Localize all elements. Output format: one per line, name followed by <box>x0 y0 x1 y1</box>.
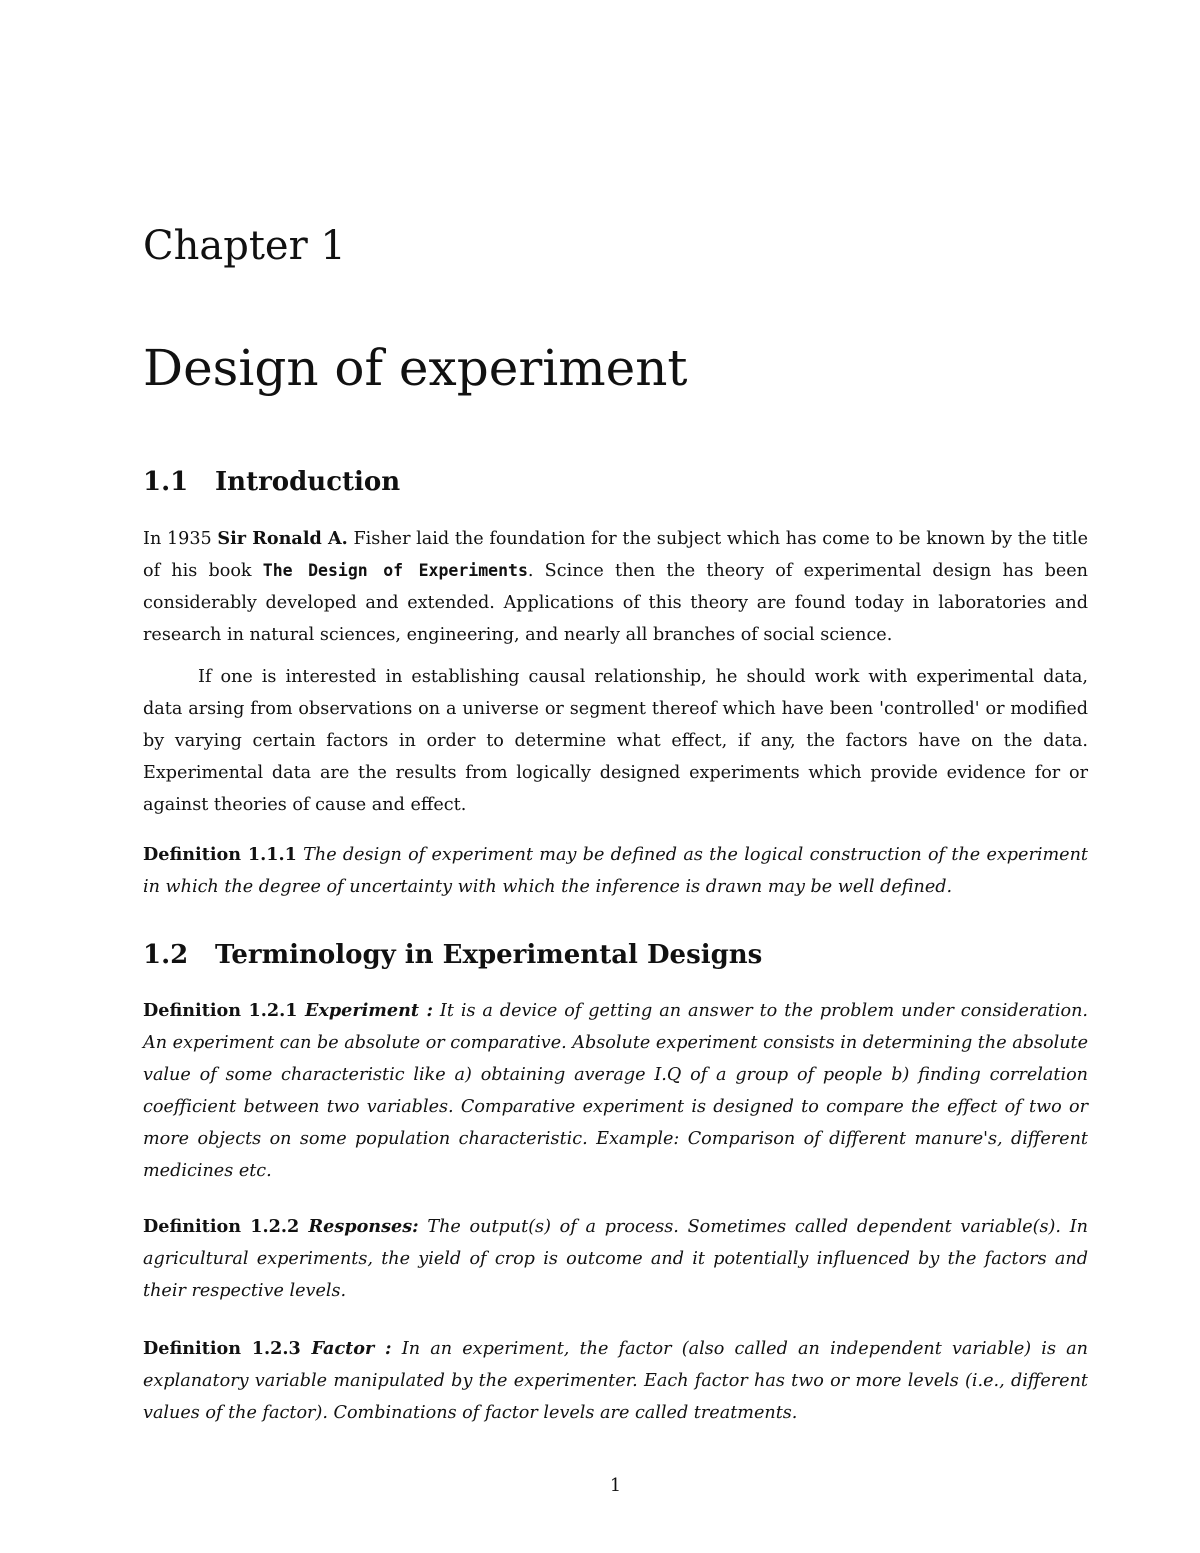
definition-text: The output(s) of a process. Sometimes called dependent variable(s). In agricultural experiments, the yield of crop is outcome and it potentially influenced by the factors and their respective levels. <box>143 1217 1088 1301</box>
definition-term: Responses: <box>299 1216 419 1237</box>
definition-text: The design of experiment may be defined as the logical construction of the experiment in which the degree of uncertainty with which the inference is drawn may be well defined. <box>143 845 1088 897</box>
section-title: Terminology in Experimental Designs <box>215 940 763 970</box>
definition-text: In an experiment, the factor (also called an independent variable) is an explanatory variable manipulated by the experimenter. Each factor has two or more levels (i.e., different values of the factor). Combinations of factor levels are called treatments. <box>143 1339 1088 1423</box>
definition-term: Experiment : <box>297 1000 433 1021</box>
text-run: . Scince then the theory of experimental design has been considerably developed and extended. Applications of this theory are found today in laboratories and research in natural sciences, engineering, and nearly all branches of social science. <box>143 561 1088 645</box>
definition-label: Definition 1.2.1 <box>143 1000 298 1021</box>
text-run: In 1935 <box>143 529 218 549</box>
section-number: 1.2 <box>143 940 189 970</box>
definition-1-1-1 <box>143 839 1088 903</box>
definition-label: Definition 1.1.1 <box>143 844 297 865</box>
chapter-title: Design of experiment <box>143 339 688 397</box>
section-title: Introduction <box>215 467 401 497</box>
definition-term: Factor : <box>300 1338 392 1359</box>
page-number: 1 <box>609 1476 622 1496</box>
definition-1-2-1 <box>143 995 1088 1187</box>
section-heading-terminology <box>143 938 762 972</box>
text-run: Fisher laid the foundation for the subject which has come to be known by the title of his book <box>143 529 1089 581</box>
definition-text: It is a device of getting an answer to the problem under consideration. An experiment can be absolute or comparative. Absolute experiment consists in determining the absolute value of some characteristic like a) obtaining average I.Q of a group of people b) finding correlation coefficient between two variables. Comparative experiment is designed to compare the effect of two or more objects on some population characteristic. Example: Comparison of different manure's, different medicines etc. <box>143 1001 1089 1181</box>
definition-label: Definition 1.2.3 <box>143 1338 301 1359</box>
section-number: 1.1 <box>143 467 189 497</box>
section-heading-introduction <box>143 465 400 499</box>
chapter-label: Chapter 1 <box>143 223 346 269</box>
intro-paragraph-1 <box>143 523 1088 651</box>
intro-paragraph-2: If one is interested in establishing causal relationship, he should work with experimental data, data arsing from observations on a universe or segment thereof which have been 'controlled' or modified by varying certain factors in order to determine what effect, if any, the factors have on the data. Experimental data are the results from logically designed experiments which provide evidence for or against theories of cause and effect. <box>143 667 1088 815</box>
definition-label: Definition 1.2.2 <box>143 1216 300 1237</box>
definition-1-2-3 <box>143 1333 1088 1429</box>
author-name: Sir Ronald A. <box>217 528 348 549</box>
definition-1-2-2 <box>143 1211 1088 1307</box>
book-title: The Design of Experiments <box>262 561 528 580</box>
